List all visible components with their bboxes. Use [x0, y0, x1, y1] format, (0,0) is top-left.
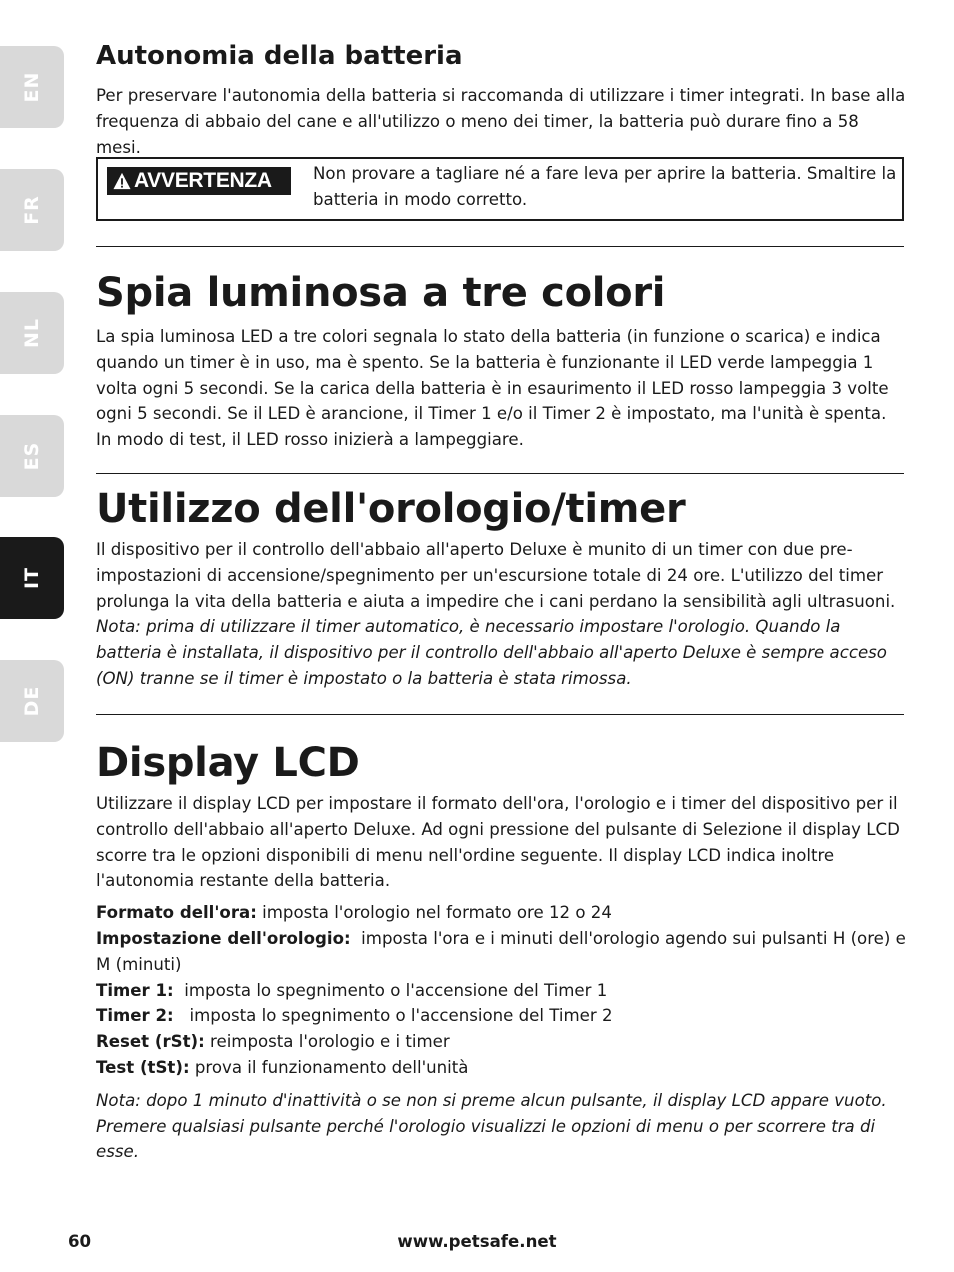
description: imposta lo spegnimento o l'accensione del Timer 1 — [184, 980, 608, 1000]
description: imposta l'ora e i minuti dell'orologio agendo sui pulsanti H (ore) e M (minuti) — [96, 928, 906, 974]
description: prova il funzionamento dell'unità — [194, 1057, 469, 1077]
tab-en[interactable] — [0, 46, 64, 128]
list-item — [96, 926, 906, 978]
list-item — [96, 1003, 906, 1029]
divider — [96, 714, 904, 715]
clock-section — [96, 486, 906, 692]
warning-label: AVVERTENZA — [134, 169, 272, 192]
tab-label: ES — [21, 441, 43, 471]
list-item — [96, 900, 906, 926]
led-heading: Spia luminosa a tre colori — [96, 270, 666, 316]
divider — [96, 246, 904, 247]
tab-label: EN — [21, 71, 43, 103]
list-item — [96, 1055, 906, 1081]
tab-de[interactable] — [0, 660, 64, 742]
lcd-note: Nota: dopo 1 minuto d'inattività o se non si preme alcun pulsante, il display LCD appare vuoto. Premere qualsiasi pulsante perché l'orologio visualizzi le opzioni di menu o per scorrere tra di esse. — [96, 1090, 887, 1162]
tab-es[interactable] — [0, 415, 64, 497]
tab-nl[interactable] — [0, 292, 64, 374]
tab-label: FR — [21, 195, 43, 225]
lcd-section — [96, 740, 906, 1165]
page-number: 60 — [68, 1232, 92, 1251]
website-link[interactable]: www.petsafe.net — [397, 1232, 557, 1251]
description: imposta l'orologio nel formato ore 12 o 24 — [262, 903, 612, 923]
tab-label: NL — [21, 317, 43, 349]
lcd-text: Utilizzare il display LCD per impostare il formato dell'ora, l'orologio e i timer del dispositivo per il controllo dell'abbaio all'aperto Deluxe. Ad ogni pressione del pulsante di Selezione il display LCD scorre tra le opzioni disponibili di menu nell'ordine seguente. Il display LCD indica inoltre l'autonomia restante della batteria. — [96, 794, 900, 891]
term: Timer 2: — [96, 1006, 174, 1026]
clock-heading: Utilizzo dell'orologio/timer — [96, 486, 686, 532]
description: imposta lo spegnimento o l'accensione del Timer 2 — [189, 1006, 613, 1026]
tab-label: DE — [21, 685, 43, 717]
tab-label: IT — [21, 566, 43, 590]
term: Reset (rSt): — [96, 1032, 205, 1052]
led-section — [96, 270, 906, 453]
battery-section — [96, 41, 906, 160]
led-text: La spia luminosa LED a tre colori segnala lo stato della batteria (in funzione o scarica) e indica quando un timer è in uso, ma è spento. Se la batteria è funzionante il LED verde lampeggia 1 volta ogni 5 secondi. Se la carica della batteria è in esaurimento il LED rosso lampeggia 3 volte ogni 5 secondi. Se il LED è arancione, il Timer 1 e/o il Timer 2 è impostato, ma l'unità è spenta. In modo di test, il LED rosso inizierà a lampeggiare. — [96, 327, 889, 450]
tab-fr[interactable] — [0, 169, 64, 251]
lcd-heading: Display LCD — [96, 740, 360, 786]
term: Timer 1: — [96, 980, 174, 1000]
battery-text: Per preservare l'autonomia della batteria si raccomanda di utilizzare i timer integrati. In base alla frequenza di abbaio del cane e all'utilizzo o meno dei timer, la batteria può durare fino a 58 mesi. — [96, 86, 906, 157]
divider — [96, 473, 904, 474]
warning-badge — [107, 167, 291, 195]
lcd-menu-list — [96, 900, 906, 1081]
clock-text: Il dispositivo per il controllo dell'abbaio all'aperto Deluxe è munito di un timer con due pre-impostazioni di accensione/spegnimento per un'escursione totale di 24 ore. L'utilizzo del timer prolunga la vita della batteria e aiuta a impedire che i cani perdano la sensibilità agli ultrasuoni. — [96, 540, 896, 611]
tab-it[interactable] — [0, 537, 64, 619]
warning-box — [96, 157, 904, 221]
battery-heading: Autonomia della batteria — [96, 41, 463, 71]
term: Formato dell'ora: — [96, 903, 257, 923]
list-item — [96, 1029, 906, 1055]
clock-note: Nota: prima di utilizzare il timer automatico, è necessario impostare l'orologio. Quando la batteria è installata, il dispositivo per il controllo dell'abbaio all'aperto Deluxe è sempre acceso (ON) tranne se il timer è impostato o la batteria è stata rimossa. — [96, 617, 887, 688]
description: reimposta l'orologio e i timer — [210, 1032, 450, 1052]
warning-text: Non provare a tagliare né a fare leva per aprire la batteria. Smaltire la batteria in modo corretto. — [313, 164, 897, 209]
term: Impostazione dell'orologio: — [96, 928, 351, 948]
warning-icon — [113, 172, 131, 190]
term: Test (tSt): — [96, 1057, 190, 1077]
list-item — [96, 978, 906, 1004]
